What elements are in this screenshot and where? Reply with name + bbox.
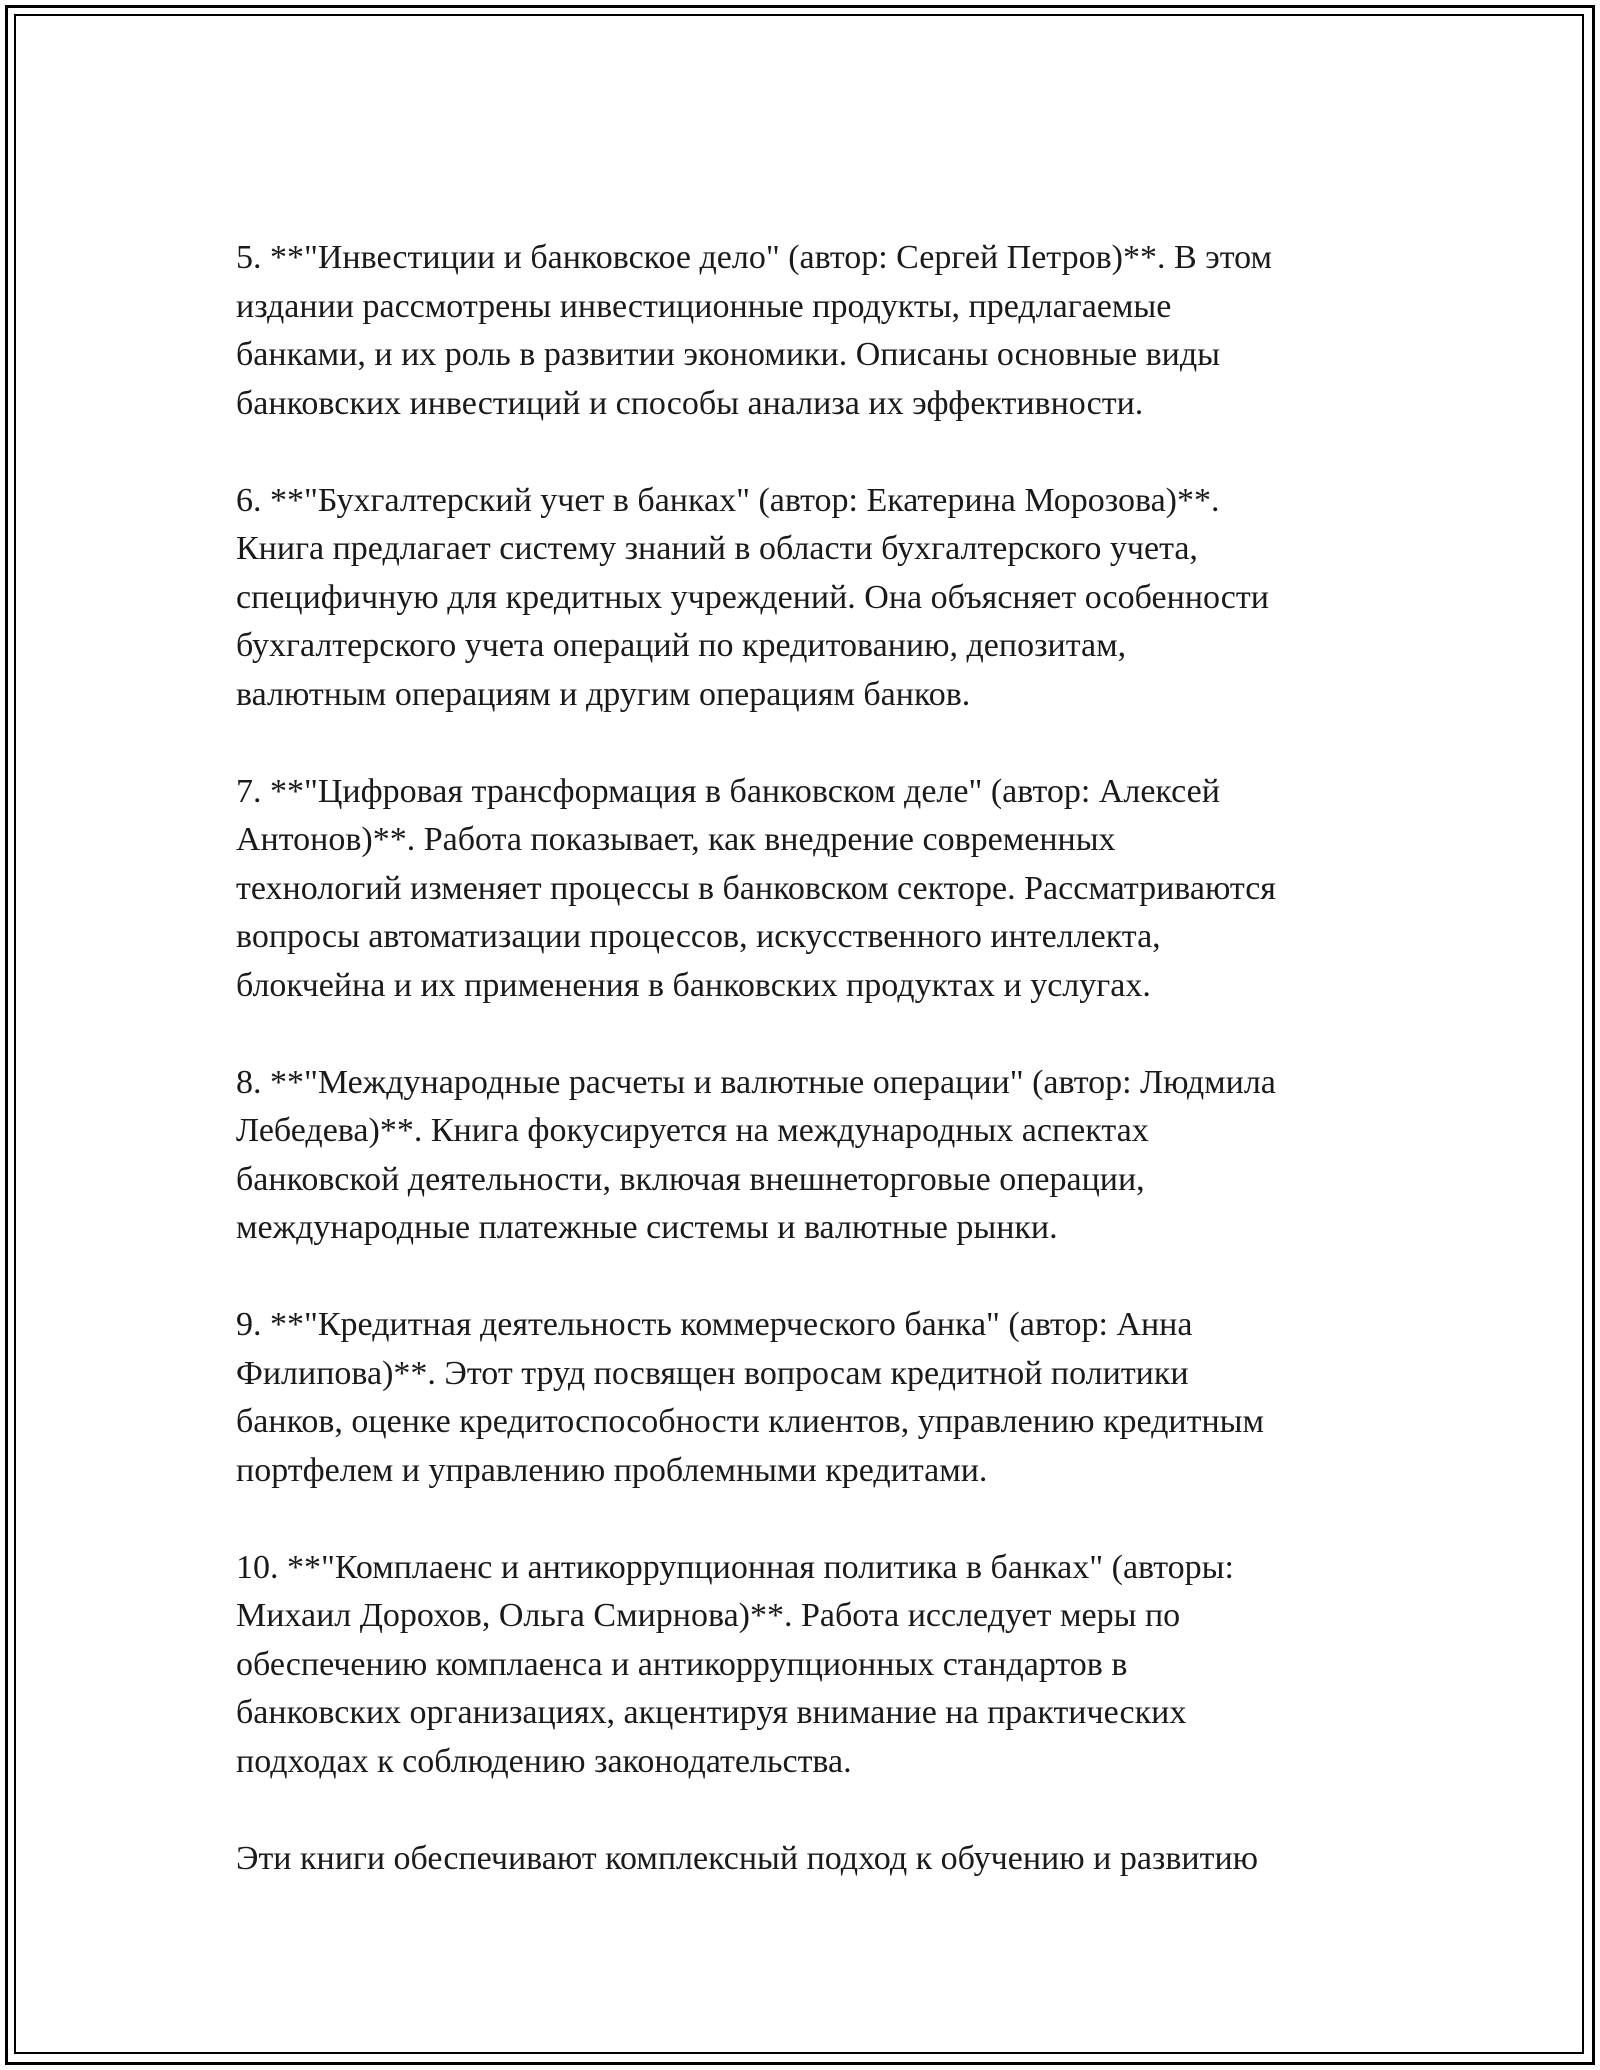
book-item-7: 7. **"Цифровая трансформация в банковском деле" (автор: Алексей Антонов)**. Работа показывает, как внедрение современных технологий изменяет процессы в банковском секторе. Рассматриваются вопросы автоматизации процессов, искусственного интеллекта, блокчейна и их применения в банковских продуктах и услугах. bbox=[236, 772, 1276, 1004]
document-body bbox=[236, 234, 1376, 1883]
book-item-8: 8. **"Международные расчеты и валютные операции" (автор: Людмила Лебедева)**. Книга фокусируется на международных аспектах банковской деятельности, включая внешнеторговые операции, международные платежные системы и валютные рынки. bbox=[236, 1063, 1276, 1246]
book-item-10: 10. **"Комплаенс и антикоррупционная политика в банках" (авторы: Михаил Дорохов, Ольга Смирнова)**. Работа исследует меры по обеспечению комплаенса и антикоррупционных стандартов в банковских организациях, акцентируя внимание на практических подходах к соблюдению законодательства. bbox=[236, 1548, 1234, 1780]
book-item-5: 5. **"Инвестиции и банковское дело" (автор: Сергей Петров)**. В этом издании рассмотрены инвестиционные продукты, предлагаемые банками, и их роль в развитии экономики. Описаны основные виды банковских инвестиций и способы анализа их эффективности. bbox=[236, 239, 1272, 422]
book-item-9: 9. **"Кредитная деятельность коммерческого банка" (автор: Анна Филипова)**. Этот труд посвящен вопросам кредитной политики банков, оценке кредитоспособности клиентов, управлению кредитным портфелем и управлению проблемными кредитами. bbox=[236, 1306, 1265, 1489]
book-item-6: 6. **"Бухгалтерский учет в банках" (автор: Екатерина Морозова)**. Книга предлагает систему знаний в области бухгалтерского учета, специфичную для кредитных учреждений. Она объясняет особенности бухгалтерского учета операций по кредитованию, депозитам, валютным операциям и другим операциям банков. bbox=[236, 481, 1269, 713]
closing-paragraph: Эти книги обеспечивают комплексный подход к обучению и развитию bbox=[236, 1839, 1259, 1877]
